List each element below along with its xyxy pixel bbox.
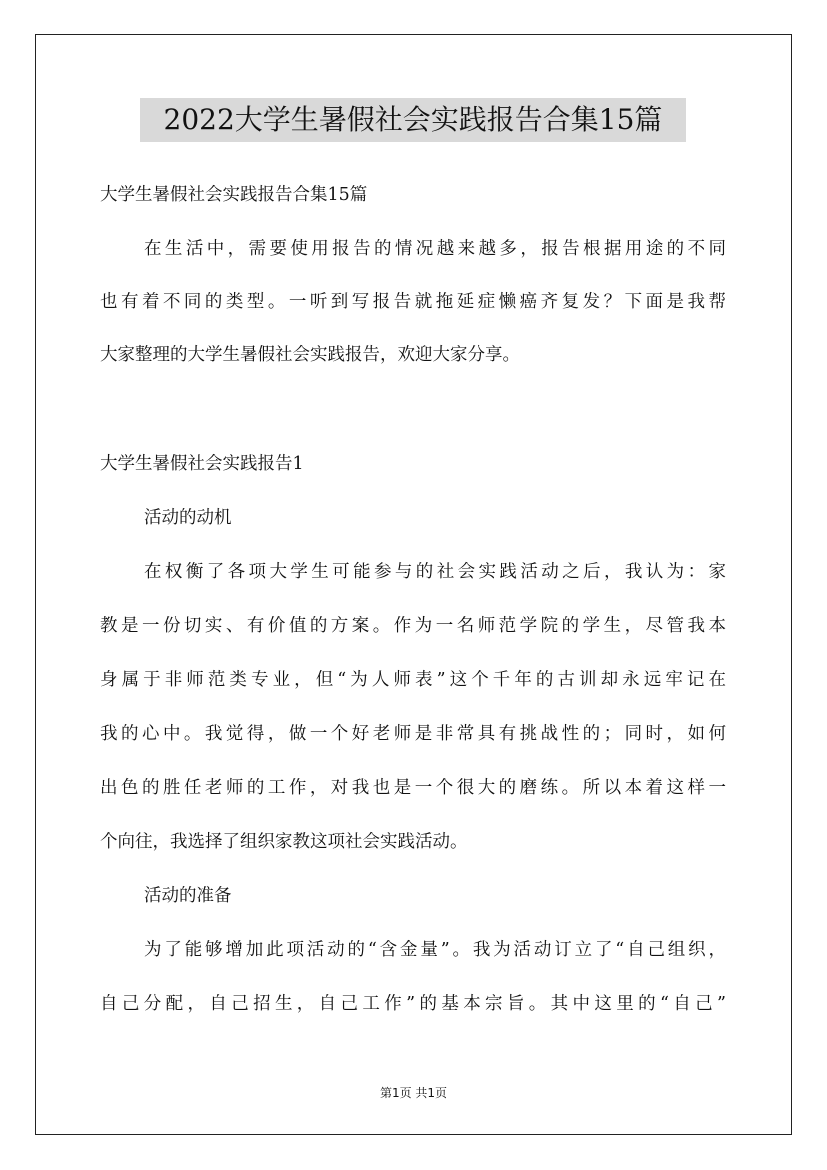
- paragraph-line: 自己分配，自己招生，自己工作”的基本宗旨。其中这里的“自己”: [100, 994, 726, 1014]
- paragraph-line: 身属于非师范类专业，但“为人师表”这个千年的古训却永远牢记在: [100, 670, 726, 690]
- paragraph-line: 为了能够增加此项活动的“含金量”。我为活动订立了“自己组织，: [144, 940, 726, 960]
- subsection-heading: 活动的准备: [144, 886, 232, 906]
- paragraph-line: 个向往，我选择了组织家教这项社会实践活动。: [100, 832, 468, 852]
- paragraph-line: 也有着不同的类型。一听到写报告就拖延症懒癌齐复发？下面是我帮: [100, 292, 726, 312]
- paragraph-line: 我的心中。我觉得，做一个好老师是非常具有挑战性的；同时，如何: [100, 724, 726, 744]
- paragraph-line: 教是一份切实、有价值的方案。作为一名师范学院的学生，尽管我本: [100, 616, 726, 636]
- paragraph-line: 出色的胜任老师的工作，对我也是一个很大的磨练。所以本着这样一: [100, 778, 726, 798]
- section-heading: 大学生暑假社会实践报告1: [100, 454, 304, 474]
- page-footer: 第1页 共1页: [379, 1086, 448, 1100]
- document-title: 2022大学生暑假社会实践报告合集15篇: [140, 98, 686, 142]
- subsection-heading: 活动的动机: [144, 508, 232, 528]
- paragraph-line: 大家整理的大学生暑假社会实践报告，欢迎大家分享。: [100, 345, 520, 365]
- paragraph-line: 在权衡了各项大学生可能参与的社会实践活动之后，我认为：家: [144, 562, 726, 582]
- paragraph-line: 在生活中，需要使用报告的情况越来越多，报告根据用途的不同: [144, 239, 726, 259]
- subtitle-line: 大学生暑假社会实践报告合集15篇: [100, 185, 368, 205]
